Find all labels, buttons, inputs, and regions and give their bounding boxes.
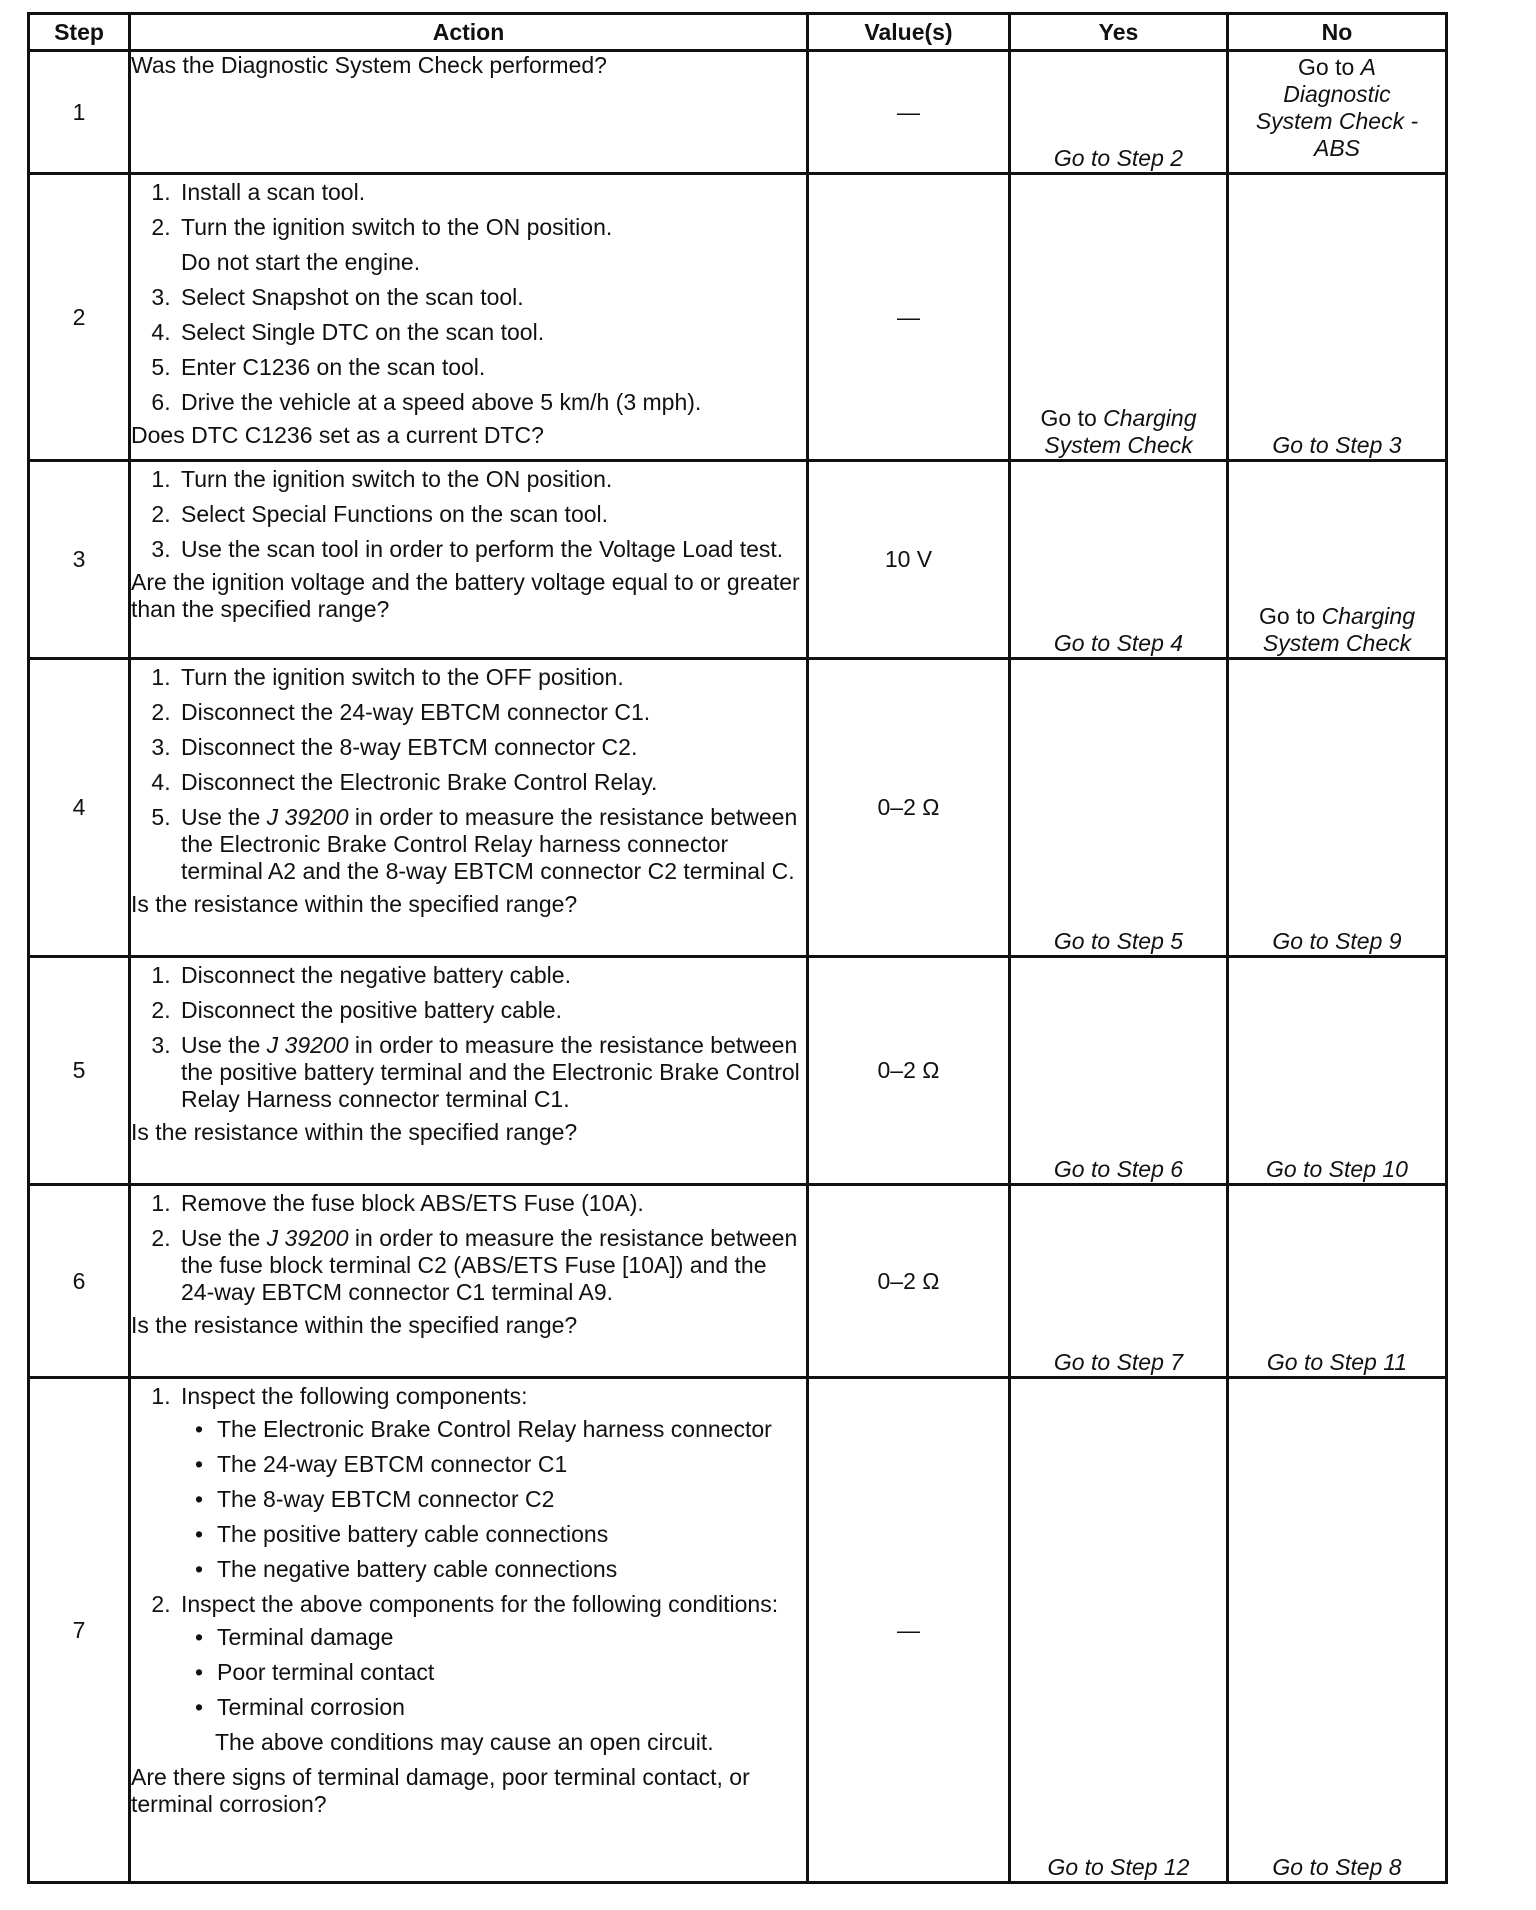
value-cell: 0–2 Ω (808, 659, 1010, 957)
list-item: • The Electronic Brake Control Relay harness connector (215, 1416, 806, 1443)
list-item: 3. Disconnect the 8-way EBTCM connector C2. (177, 734, 806, 761)
yes-link[interactable] (1010, 174, 1228, 461)
table-row-step-3 (29, 461, 1447, 659)
list-item (177, 804, 806, 885)
no-prefix: Go to (1259, 603, 1316, 629)
list-item: • The negative battery cable connections (215, 1556, 806, 1583)
action-list (131, 1383, 806, 1756)
list-item: • The 24-way EBTCM connector C1 (215, 1451, 806, 1478)
list-item (177, 214, 806, 276)
header-step: Step (29, 14, 130, 51)
question-text: Is the resistance within the specified range? (131, 1119, 578, 1145)
action-text: in order to measure the resistance between the Electronic Brake Control Relay harness connector terminal A2 and the 8-way EBTCM connector C2 terminal C. (181, 804, 798, 884)
table-row-step-2 (29, 174, 1447, 461)
no-link[interactable] (1228, 461, 1447, 659)
list-item: 1. Turn the ignition switch to the ON position. (177, 466, 806, 493)
action-text: in order to measure the resistance between the positive battery terminal and the Electronic Brake Control Relay Harness connector terminal C1. (181, 1032, 800, 1112)
no-link[interactable]: Go to Step 9 (1228, 659, 1447, 957)
list-item: 1. Install a scan tool. (177, 179, 806, 206)
action-cell (130, 957, 808, 1185)
list-item (177, 1383, 806, 1583)
question-text: Is the resistance within the specified range? (131, 891, 578, 917)
value-cell: — (808, 51, 1010, 174)
list-item: 4. Disconnect the Electronic Brake Control Relay. (177, 769, 806, 796)
list-item: 2. Disconnect the positive battery cable. (177, 997, 806, 1024)
header-no: No (1228, 14, 1447, 51)
list-item: 3. Use the scan tool in order to perform the Voltage Load test. (177, 536, 806, 563)
yes-link[interactable]: Go to Step 12 (1010, 1378, 1228, 1883)
list-item: • Terminal damage (215, 1624, 806, 1651)
no-link-target: A Diagnostic System Check - ABS (1255, 54, 1419, 161)
list-item: 1. Disconnect the negative battery cable. (177, 962, 806, 989)
list-item: • The 8-way EBTCM connector C2 (215, 1486, 806, 1513)
action-text: Use the (181, 1225, 261, 1251)
list-item: 3. Select Snapshot on the scan tool. (177, 284, 806, 311)
question-text: Is the resistance within the specified range? (131, 1312, 578, 1338)
action-text: Inspect the following components: (181, 1383, 528, 1409)
action-text: Turn the ignition switch to the ON position. (181, 214, 613, 240)
step-number: 6 (29, 1185, 130, 1378)
list-item (177, 1225, 806, 1306)
table-row-step-4 (29, 659, 1447, 957)
yes-link[interactable]: Go to Step 7 (1010, 1185, 1228, 1378)
action-note: Do not start the engine. (181, 249, 421, 275)
action-cell (130, 1378, 808, 1883)
yes-prefix: Go to (1040, 405, 1097, 431)
list-item: 2. Disconnect the 24-way EBTCM connector C1. (177, 699, 806, 726)
header-values: Value(s) (808, 14, 1010, 51)
step-number: 2 (29, 174, 130, 461)
list-item: • The positive battery cable connections (215, 1521, 806, 1548)
question-text: Was the Diagnostic System Check performed? (131, 52, 607, 78)
value-cell: — (808, 1378, 1010, 1883)
value-cell: 10 V (808, 461, 1010, 659)
tool-reference: J 39200 (266, 1225, 349, 1251)
list-item: 2. Select Special Functions on the scan tool. (177, 501, 806, 528)
action-list (131, 1190, 806, 1306)
question-text: Are the ignition voltage and the battery voltage equal to or greater than the specified range? (131, 569, 800, 622)
action-text: Use the (181, 804, 261, 830)
yes-link[interactable]: Go to Step 5 (1010, 659, 1228, 957)
table-row-step-5 (29, 957, 1447, 1185)
action-list (131, 664, 806, 885)
table-row-step-1 (29, 51, 1447, 174)
diagnostic-table-sheet (27, 12, 1448, 1884)
no-link-target: Charging System Check (1262, 603, 1415, 656)
yes-link-target: Charging System Check (1044, 405, 1197, 458)
action-cell (130, 174, 808, 461)
list-item: • Poor terminal contact (215, 1659, 806, 1686)
list-item: 1. Remove the fuse block ABS/ETS Fuse (10A). (177, 1190, 806, 1217)
tool-reference: J 39200 (266, 804, 349, 830)
list-item: • Terminal corrosion (215, 1694, 806, 1721)
header-yes: Yes (1010, 14, 1228, 51)
no-prefix: Go to (1298, 54, 1355, 80)
step-number: 3 (29, 461, 130, 659)
step-number: 4 (29, 659, 130, 957)
action-cell (130, 461, 808, 659)
action-text: Inspect the above components for the following conditions: (181, 1591, 779, 1617)
action-cell (130, 659, 808, 957)
list-item: 4. Select Single DTC on the scan tool. (177, 319, 806, 346)
condition-list (181, 1624, 806, 1721)
list-item: 1. Turn the ignition switch to the OFF position. (177, 664, 806, 691)
value-cell: 0–2 Ω (808, 1185, 1010, 1378)
condition-note: The above conditions may cause an open circuit. (215, 1729, 714, 1755)
header-action: Action (130, 14, 808, 51)
table-row-step-6 (29, 1185, 1447, 1378)
yes-link[interactable]: Go to Step 4 (1010, 461, 1228, 659)
value-cell: — (808, 174, 1010, 461)
no-link[interactable]: Go to Step 10 (1228, 957, 1447, 1185)
value-cell: 0–2 Ω (808, 957, 1010, 1185)
list-item (177, 1032, 806, 1113)
step-number: 5 (29, 957, 130, 1185)
table-row-step-7 (29, 1378, 1447, 1883)
action-list (131, 179, 806, 416)
no-link[interactable] (1228, 51, 1447, 174)
action-cell (130, 1185, 808, 1378)
tool-reference: J 39200 (266, 1032, 349, 1058)
yes-link[interactable]: Go to Step 2 (1010, 51, 1228, 174)
list-item: 5. Enter C1236 on the scan tool. (177, 354, 806, 381)
action-list (131, 962, 806, 1113)
question-text: Are there signs of terminal damage, poor terminal contact, or terminal corrosion? (131, 1764, 750, 1817)
step-number: 7 (29, 1378, 130, 1883)
yes-link[interactable]: Go to Step 6 (1010, 957, 1228, 1185)
step-number: 1 (29, 51, 130, 174)
header-row (29, 14, 1447, 51)
no-link[interactable]: Go to Step 3 (1228, 174, 1447, 461)
no-link[interactable]: Go to Step 11 (1228, 1185, 1447, 1378)
action-cell (130, 51, 808, 174)
component-list (181, 1416, 806, 1583)
question-text: Does DTC C1236 set as a current DTC? (131, 422, 544, 448)
action-text: in order to measure the resistance between the fuse block terminal C2 (ABS/ETS Fuse [10A]) and the 24-way EBTCM connector C1 terminal A9. (181, 1225, 798, 1305)
list-item (177, 1591, 806, 1756)
action-text: Use the (181, 1032, 261, 1058)
diagnostic-table (27, 12, 1448, 1884)
action-list (131, 466, 806, 563)
list-item: 6. Drive the vehicle at a speed above 5 km/h (3 mph). (177, 389, 806, 416)
no-link[interactable]: Go to Step 8 (1228, 1378, 1447, 1883)
